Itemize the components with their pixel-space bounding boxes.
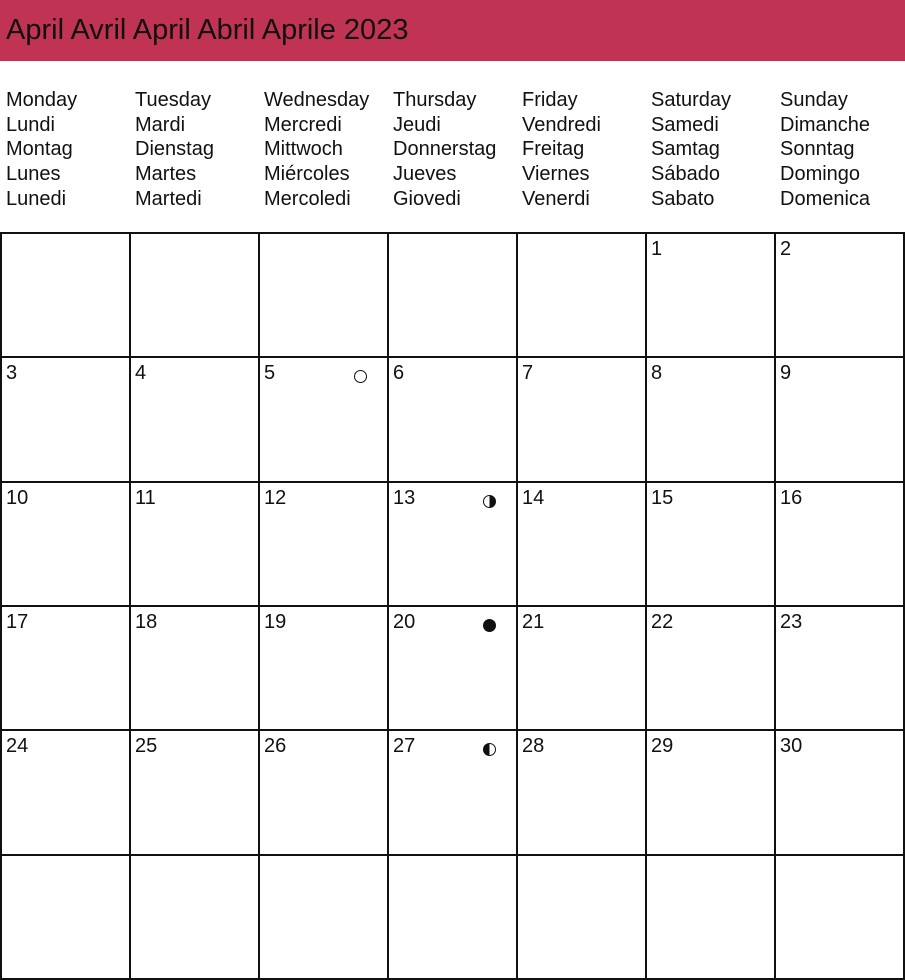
month-header <box>0 0 905 61</box>
weekday-label: Samtag <box>651 138 720 161</box>
weekday-column <box>0 88 129 212</box>
day-cell[interactable] <box>389 731 518 855</box>
day-cell[interactable] <box>776 856 905 980</box>
day-cell[interactable] <box>260 607 389 731</box>
weekday-label: Montag <box>6 138 73 161</box>
weekday-column <box>387 88 516 212</box>
day-number: 3 <box>6 362 18 385</box>
day-number: 4 <box>135 362 147 385</box>
day-number: 16 <box>780 486 803 509</box>
day-cell[interactable] <box>131 483 260 607</box>
day-number: 19 <box>264 611 287 633</box>
day-cell[interactable] <box>776 483 905 607</box>
weekday-label: Saturday <box>651 89 732 111</box>
day-number: 6 <box>393 362 405 385</box>
day-cell[interactable] <box>389 607 518 731</box>
day-number: 13 <box>393 486 416 509</box>
day-cell[interactable] <box>518 358 647 482</box>
weekday-column <box>774 88 903 212</box>
day-number: 15 <box>651 486 674 509</box>
day-cell[interactable] <box>2 358 131 482</box>
day-number: 21 <box>522 611 545 633</box>
first-quarter-icon <box>483 743 496 756</box>
day-cell[interactable] <box>518 731 647 855</box>
new-moon-icon <box>483 619 496 632</box>
weekday-label: Lunes <box>6 163 61 186</box>
day-cell[interactable] <box>518 234 647 358</box>
day-number: 11 <box>135 486 156 509</box>
day-cell[interactable] <box>260 234 389 358</box>
day-number: 28 <box>522 735 545 758</box>
day-cell[interactable] <box>260 856 389 980</box>
day-cell[interactable] <box>776 607 905 731</box>
day-cell[interactable] <box>647 483 776 607</box>
day-cell[interactable] <box>647 234 776 358</box>
day-cell[interactable] <box>776 234 905 358</box>
day-cell[interactable] <box>776 358 905 482</box>
day-number: 29 <box>651 735 674 758</box>
day-cell[interactable] <box>389 483 518 607</box>
day-number: 14 <box>522 486 545 509</box>
weekday-label: Sábado <box>651 163 720 186</box>
weekday-label: Lunedi <box>6 187 67 210</box>
weekday-column <box>645 88 774 212</box>
day-cell[interactable] <box>647 731 776 855</box>
day-cell[interactable] <box>131 731 260 855</box>
weekday-label: Domenica <box>780 187 871 210</box>
last-quarter-icon <box>483 495 496 508</box>
day-cell[interactable] <box>2 234 131 358</box>
day-number: 8 <box>651 362 663 385</box>
weekday-label: Jeudi <box>393 113 441 136</box>
day-number: 12 <box>264 486 287 509</box>
month-title: April Avril April Abril Aprile 2023 <box>6 14 409 46</box>
day-number: 18 <box>135 611 158 633</box>
day-cell[interactable] <box>647 358 776 482</box>
day-number: 24 <box>6 735 29 758</box>
weekday-label: Martes <box>135 163 197 186</box>
day-cell[interactable] <box>647 856 776 980</box>
weekday-column <box>516 88 645 212</box>
weekday-label: Dimanche <box>780 113 871 136</box>
weekday-label: Mardi <box>135 113 186 136</box>
weekday-label: Venerdi <box>522 187 590 210</box>
weekday-column <box>258 88 387 212</box>
day-cell[interactable] <box>131 234 260 358</box>
weekday-label: Mercredi <box>264 113 342 136</box>
day-cell[interactable] <box>518 856 647 980</box>
weekday-label: Sonntag <box>780 138 855 161</box>
weekday-column <box>129 88 258 212</box>
calendar-grid <box>0 232 905 980</box>
day-cell[interactable] <box>131 607 260 731</box>
weekday-label: Sunday <box>780 89 848 111</box>
day-number: 30 <box>780 735 803 758</box>
day-number: 17 <box>6 611 29 633</box>
weekday-label: Donnerstag <box>393 138 497 161</box>
weekday-names <box>0 88 905 213</box>
weekday-label: Sabato <box>651 187 715 210</box>
day-number: 7 <box>522 362 534 385</box>
weekday-label: Domingo <box>780 163 861 186</box>
day-cell[interactable] <box>260 483 389 607</box>
weekday-label: Miércoles <box>264 163 350 186</box>
day-cell[interactable] <box>2 731 131 855</box>
weekday-label: Friday <box>522 89 578 111</box>
day-number: 25 <box>135 735 158 758</box>
day-number: 2 <box>780 238 792 260</box>
day-cell[interactable] <box>2 483 131 607</box>
weekday-label: Freitag <box>522 138 585 161</box>
weekday-label: Monday <box>6 89 78 111</box>
day-number: 20 <box>393 611 416 633</box>
day-cell[interactable] <box>131 856 260 980</box>
weekday-label: Mittwoch <box>264 138 343 161</box>
weekday-label: Lundi <box>6 113 55 136</box>
weekday-label: Jueves <box>393 163 457 186</box>
day-cell[interactable] <box>389 856 518 980</box>
weekday-label: Vendredi <box>522 113 601 136</box>
weekday-label: Thursday <box>393 89 477 111</box>
day-cell[interactable] <box>518 483 647 607</box>
day-number: 5 <box>264 362 276 385</box>
weekday-label: Viernes <box>522 163 590 186</box>
day-number: 23 <box>780 611 803 633</box>
day-number: 1 <box>651 238 663 260</box>
day-cell[interactable] <box>260 358 389 482</box>
day-cell[interactable] <box>260 731 389 855</box>
day-cell[interactable] <box>647 607 776 731</box>
day-number: 9 <box>780 362 792 385</box>
weekday-label: Mercoledi <box>264 187 351 210</box>
day-cell[interactable] <box>2 607 131 731</box>
full-moon-icon <box>354 370 367 383</box>
weekday-label: Wednesday <box>264 89 370 111</box>
weekday-label: Giovedi <box>393 187 461 210</box>
weekday-label: Martedi <box>135 187 202 210</box>
day-cell[interactable] <box>518 607 647 731</box>
day-number: 26 <box>264 735 287 758</box>
day-cell[interactable] <box>131 358 260 482</box>
day-cell[interactable] <box>2 856 131 980</box>
weekday-label: Samedi <box>651 113 719 136</box>
day-number: 10 <box>6 486 29 509</box>
day-number: 22 <box>651 611 674 633</box>
day-number: 27 <box>393 735 416 758</box>
weekday-label: Tuesday <box>135 89 211 111</box>
day-cell[interactable] <box>776 731 905 855</box>
day-cell[interactable] <box>389 358 518 482</box>
weekday-label: Dienstag <box>135 138 214 161</box>
day-cell[interactable] <box>389 234 518 358</box>
